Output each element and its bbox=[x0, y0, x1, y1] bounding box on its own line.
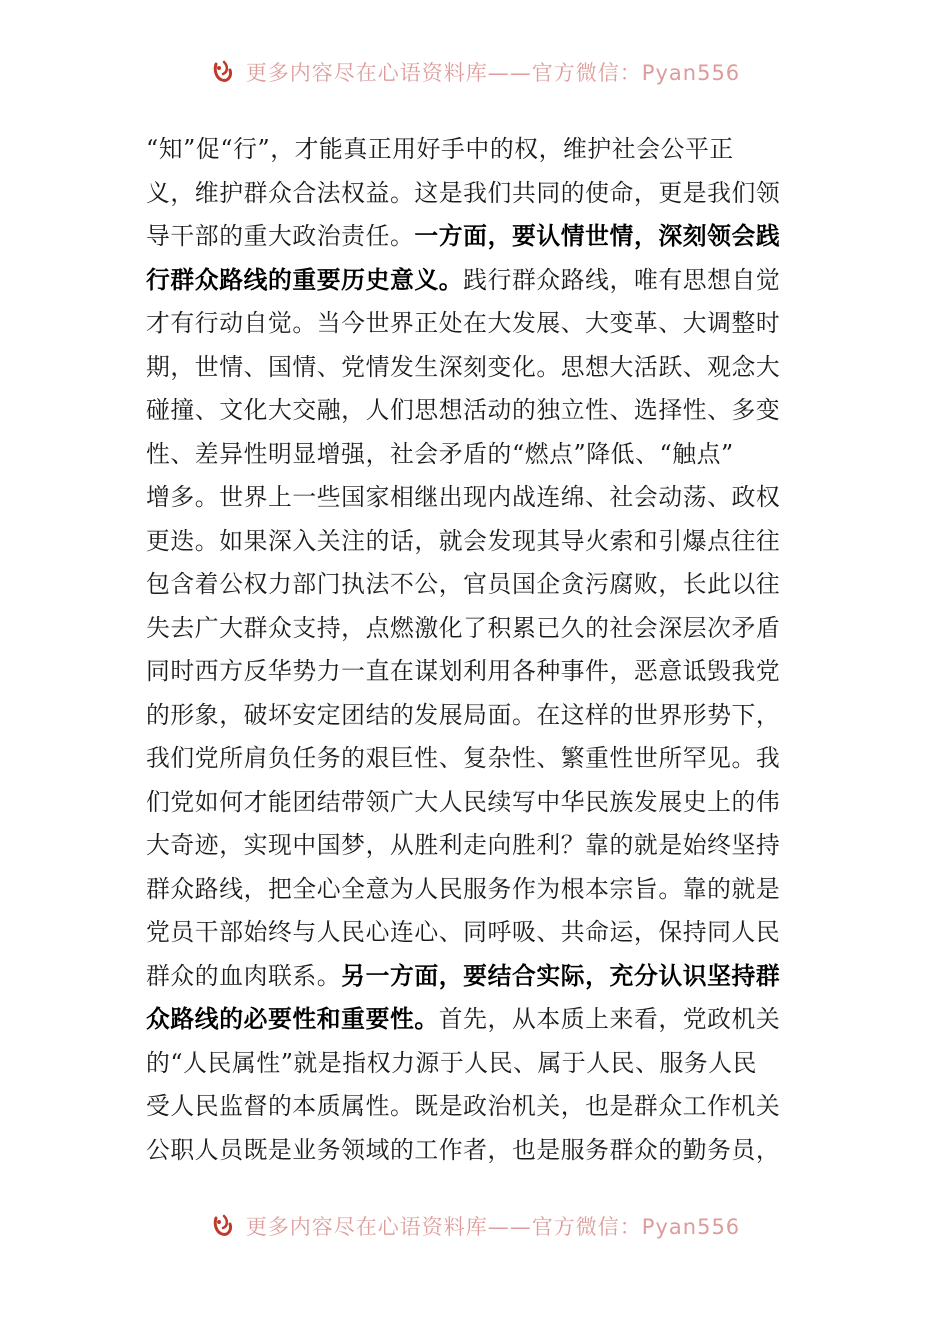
bold-text-segment: 众路线的必要性和重要性。 bbox=[146, 1005, 439, 1033]
text-line bbox=[146, 346, 811, 390]
text-line bbox=[146, 1085, 811, 1129]
text-line bbox=[146, 520, 811, 564]
text-segment: 们党如何才能团结带领广大人民续写中华民族发展史上的伟 bbox=[146, 787, 781, 816]
text-segment: 践行群众路线，唯有思想自觉 bbox=[463, 265, 781, 294]
text-line bbox=[146, 737, 811, 781]
bold-text-segment: 行群众路线的重要历史意义。 bbox=[146, 265, 464, 294]
text-segment: 更迭。如果深入关注的话，就会发现其导火索和引爆点往往 bbox=[146, 526, 781, 555]
text-segment: 党员干部始终与人民心连心、同呼吸、共命运，保持同人民 bbox=[146, 918, 781, 946]
text-line bbox=[146, 998, 811, 1042]
text-segment: 包含着公权力部门执法不公，官员国企贪污腐败，长此以往 bbox=[146, 570, 781, 598]
text-segment: 碰撞、文化大交融，人们思想活动的独立性、选择性、多变 bbox=[146, 396, 781, 424]
text-line bbox=[146, 868, 811, 912]
text-line bbox=[146, 607, 811, 651]
text-segment: 我们党所肩负任务的艰巨性、复杂性、繁重性世所罕见。我 bbox=[146, 744, 781, 772]
text-segment: 才有行动自觉。当今世界正处在大发展、大变革、大调整时 bbox=[146, 309, 781, 337]
text-segment: 群众路线，把全心全意为人民服务作为根本宗旨。靠的就是 bbox=[146, 874, 781, 903]
watermark-text: 更多内容尽在心语资料库——官方微信：Pyan556 bbox=[245, 1215, 741, 1239]
brand-logo-icon bbox=[210, 58, 238, 86]
text-line bbox=[146, 694, 811, 738]
text-segment: 大奇迹，实现中国梦，从胜利走向胜利？靠的就是始终坚持 bbox=[146, 831, 781, 859]
text-line bbox=[146, 172, 811, 216]
text-segment: 的“人民属性”就是指权力源于人民、属于人民、服务人民 bbox=[146, 1048, 758, 1077]
text-line bbox=[146, 650, 811, 694]
text-line bbox=[146, 389, 811, 433]
bold-text-segment: 另一方面，要结合实际，充分认识坚持群 bbox=[341, 961, 781, 990]
text-segment: 失去广大群众支持，点燃激化了积累已久的社会深层次矛盾 bbox=[146, 613, 781, 642]
text-line bbox=[146, 128, 811, 172]
text-line bbox=[146, 476, 811, 520]
text-line bbox=[146, 781, 811, 825]
text-line bbox=[146, 911, 811, 955]
text-line bbox=[146, 563, 811, 607]
watermark-text: 更多内容尽在心语资料库——官方微信：Pyan556 bbox=[245, 61, 741, 85]
text-segment: 同时西方反华势力一直在谋划利用各种事件，恶意诋毁我党 bbox=[146, 657, 781, 685]
text-line bbox=[146, 1129, 811, 1173]
text-segment: 群众的血肉联系。 bbox=[146, 961, 342, 990]
footer-watermark bbox=[0, 1206, 950, 1246]
text-segment: 增多。世界上一些国家相继出现内战连绵、社会动荡、政权 bbox=[146, 483, 781, 511]
text-line bbox=[146, 259, 811, 303]
bold-text-segment: 一方面，要认情世情，深刻领会践 bbox=[414, 222, 781, 250]
text-segment: 义，维护群众合法权益。这是我们共同的使命，更是我们领 bbox=[146, 178, 781, 207]
text-line bbox=[146, 215, 811, 259]
text-segment: 导干部的重大政治责任。 bbox=[146, 222, 415, 250]
text-segment: 性、差异性明显增强，社会矛盾的“燃点”降低、“触点” bbox=[146, 439, 734, 468]
text-segment: “知”促“行”，才能真正用好手中的权，维护社会公平正 bbox=[146, 135, 734, 163]
text-line bbox=[146, 955, 811, 999]
text-segment: 首先，从本质上来看，党政机关 bbox=[438, 1005, 781, 1033]
brand-logo-icon bbox=[210, 1212, 238, 1240]
document-body bbox=[146, 128, 811, 1172]
text-segment: 期，世情、国情、党情发生深刻变化。思想大活跃、观念大 bbox=[146, 352, 781, 381]
text-line bbox=[146, 302, 811, 346]
header-watermark bbox=[0, 52, 950, 92]
text-line bbox=[146, 1042, 811, 1086]
text-line bbox=[146, 433, 811, 477]
text-line bbox=[146, 824, 811, 868]
text-segment: 的形象，破坏安定团结的发展局面。在这样的世界形势下， bbox=[146, 700, 781, 729]
text-segment: 公职人员既是业务领域的工作者，也是服务群众的勤务员， bbox=[146, 1135, 781, 1164]
text-segment: 受人民监督的本质属性。既是政治机关，也是群众工作机关 bbox=[146, 1092, 781, 1120]
